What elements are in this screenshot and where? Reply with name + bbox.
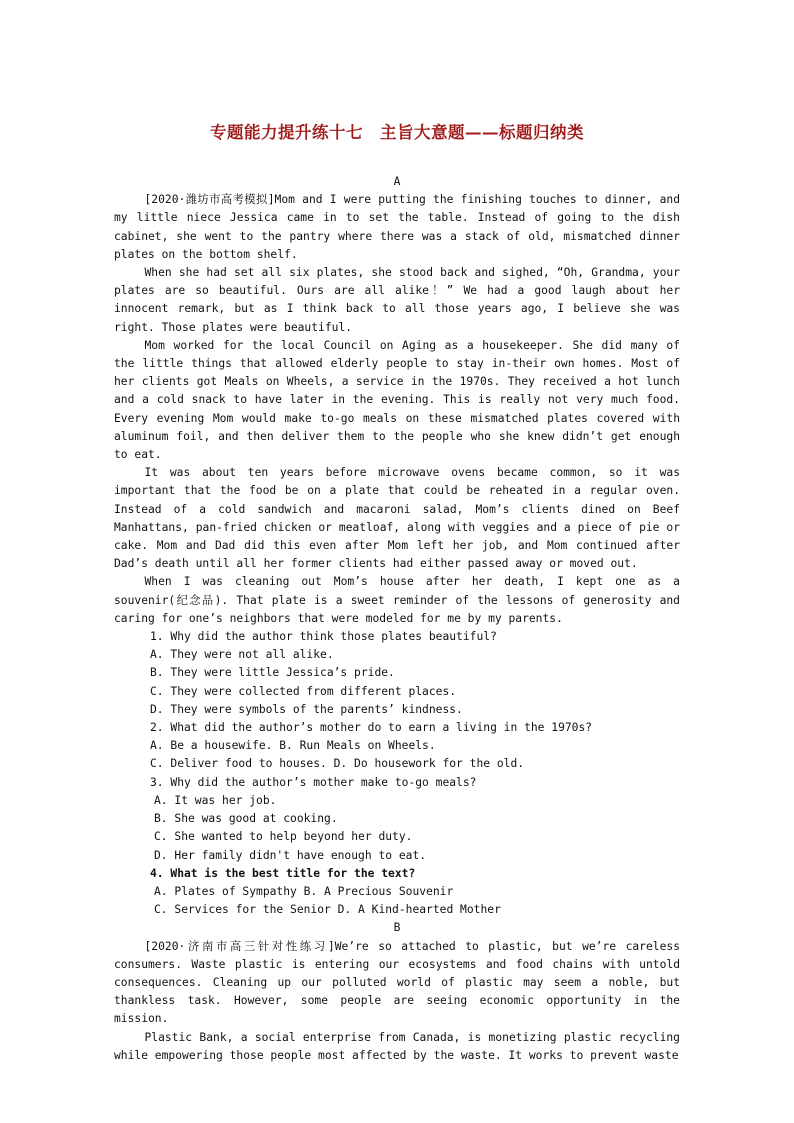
section-a-paragraph-2: When she had set all six plates, she stood back and sighed, “Oh, Grandma, your plates are so beautiful. Ours are all alike！” We had a good laugh about her innocent remark, but as I think back to all those years ago, I believe she was right. Those plates were beautiful. <box>114 266 680 334</box>
question-2-options-cd: C. Deliver food to houses. D. Do housework for the old. <box>150 757 525 771</box>
question-1-option-c: C. They were collected from different places. <box>150 684 457 698</box>
question-4: 4. What is the best title for the text? <box>150 866 416 880</box>
section-a-paragraph-4: It was about ten years before microwave ovens became common, so it was important that the food be on a plate that could be reheated in a regular oven. Instead of a cold sandwich and macaroni salad, Mom’s clients dined on Beef Manhattans, pan-fried chicken or meatloaf, along with veggies and a piece of pie or cake. Mom and Dad did this even after Mom left her job, and Mom continued after Dad’s death until all her former clients had either passed away or moved out. <box>114 466 680 571</box>
question-1-option-d: D. They were symbols of the parents’ kindness. <box>150 702 463 716</box>
question-2-options-ab: A. Be a housewife. B. Run Meals on Wheels. <box>150 739 436 753</box>
page-title: 专题能力提升练十七 主旨大意题——标题归纳类 <box>210 123 584 142</box>
section-a-label: A <box>393 175 401 188</box>
question-3-option-b: B. She was good at cooking. <box>154 812 338 826</box>
section-a <box>114 173 680 1065</box>
section-a-paragraph-5: When I was cleaning out Mom’s house after her death, I kept one as a souvenir(纪念品). That plate is a sweet reminder of the lessons of generosity and caring for one’s neighbors that were modeled for me by my parents. <box>114 575 680 625</box>
question-3: 3. Why did the author’s mother make to-go meals? <box>150 775 477 789</box>
section-b-paragraph-2: Plastic Bank, a social enterprise from Canada, is monetizing plastic recycling while empowering those people most affected by the waste. It works to prevent waste <box>114 1030 680 1062</box>
section-b-label: B <box>393 921 401 935</box>
question-4-options-cd: C. Services for the Senior D. A Kind-hearted Mother <box>154 903 501 917</box>
section-a-paragraph-1: [2020·潍坊市高考模拟]Mom and I were putting the finishing touches to dinner, and my little niece Jessica came in to set the table. Instead of going to the dish cabinet, she went to the pantry where there was a stack of old, mismatched dinner plates on the bottom shelf. <box>114 193 680 261</box>
section-b-paragraph-1: [2020·济南市高三针对性练习]We’re so attached to plastic, but we’re careless consumers. Waste plastic is entering our ecosystems and food chains with untold consequences. Cleaning up our polluted world of plastic may seem a noble, but thankless task. However, some people are seeing economic opportunity in the mission. <box>114 939 680 1026</box>
question-4-options-ab: A. Plates of Sympathy B. A Precious Souvenir <box>154 884 454 898</box>
question-2: 2. What did the author’s mother do to earn a living in the 1970s? <box>150 721 593 735</box>
question-3-option-c: C. She wanted to help beyond her duty. <box>154 830 413 844</box>
question-3-option-d: D. Her family didn't have enough to eat. <box>154 848 427 862</box>
question-1-option-a: A. They were not all alike. <box>150 648 334 662</box>
question-1-option-b: B. They were little Jessica’s pride. <box>150 666 395 680</box>
question-1: 1. Why did the author think those plates beautiful? <box>150 630 497 644</box>
section-a-paragraph-3: Mom worked for the local Council on Aging as a housekeeper. She did many of the little things that allowed elderly people to stay in-their own homes. Most of her clients got Meals on Wheels, a service in the 1970s. They received a hot lunch and a cold snack to have later in the evening. This is really not very much food. Every evening Mom would make to-go meals on these mismatched plates covered with aluminum foil, and then deliver them to the people who she knew didn’t get enough to eat. <box>114 338 680 462</box>
question-3-option-a: A. It was her job. <box>154 793 277 807</box>
